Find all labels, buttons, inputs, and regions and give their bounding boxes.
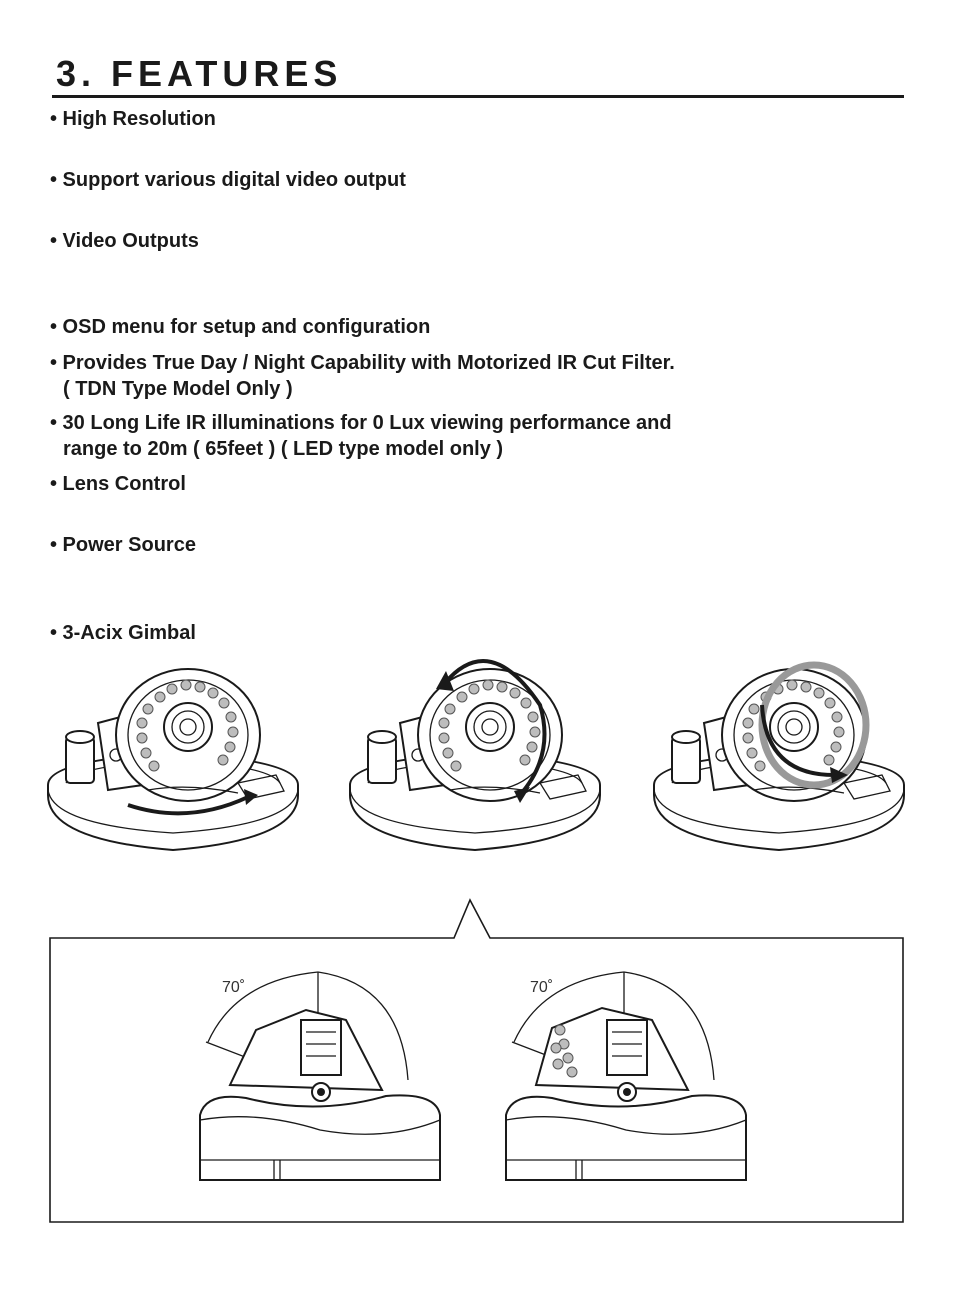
feature-high-resolution: • High Resolution: [50, 108, 216, 130]
feature-day-night-line2: ( TDN Type Model Only ): [63, 378, 293, 400]
feature-lens-control: • Lens Control: [50, 473, 186, 495]
feature-ir-line1: • 30 Long Life IR illuminations for 0 Lux viewing performance and: [50, 412, 672, 434]
feature-digital-video-output: • Support various digital video output: [50, 169, 406, 191]
angle-label-left: 70˚: [222, 979, 246, 996]
feature-ir-line2: range to 20m ( 65feet ) ( LED type model only ): [63, 438, 504, 460]
feature-power-source: • Power Source: [50, 534, 196, 556]
page-title: 3. FEATURES: [56, 53, 343, 94]
feature-gimbal: • 3-Acix Gimbal: [50, 622, 196, 644]
angle-label-right: 70˚: [530, 979, 554, 996]
feature-osd-menu: • OSD menu for setup and configuration: [50, 316, 431, 338]
feature-video-outputs: • Video Outputs: [50, 230, 199, 252]
feature-day-night-line1: • Provides True Day / Night Capability with Motorized IR Cut Filter.: [50, 352, 675, 374]
